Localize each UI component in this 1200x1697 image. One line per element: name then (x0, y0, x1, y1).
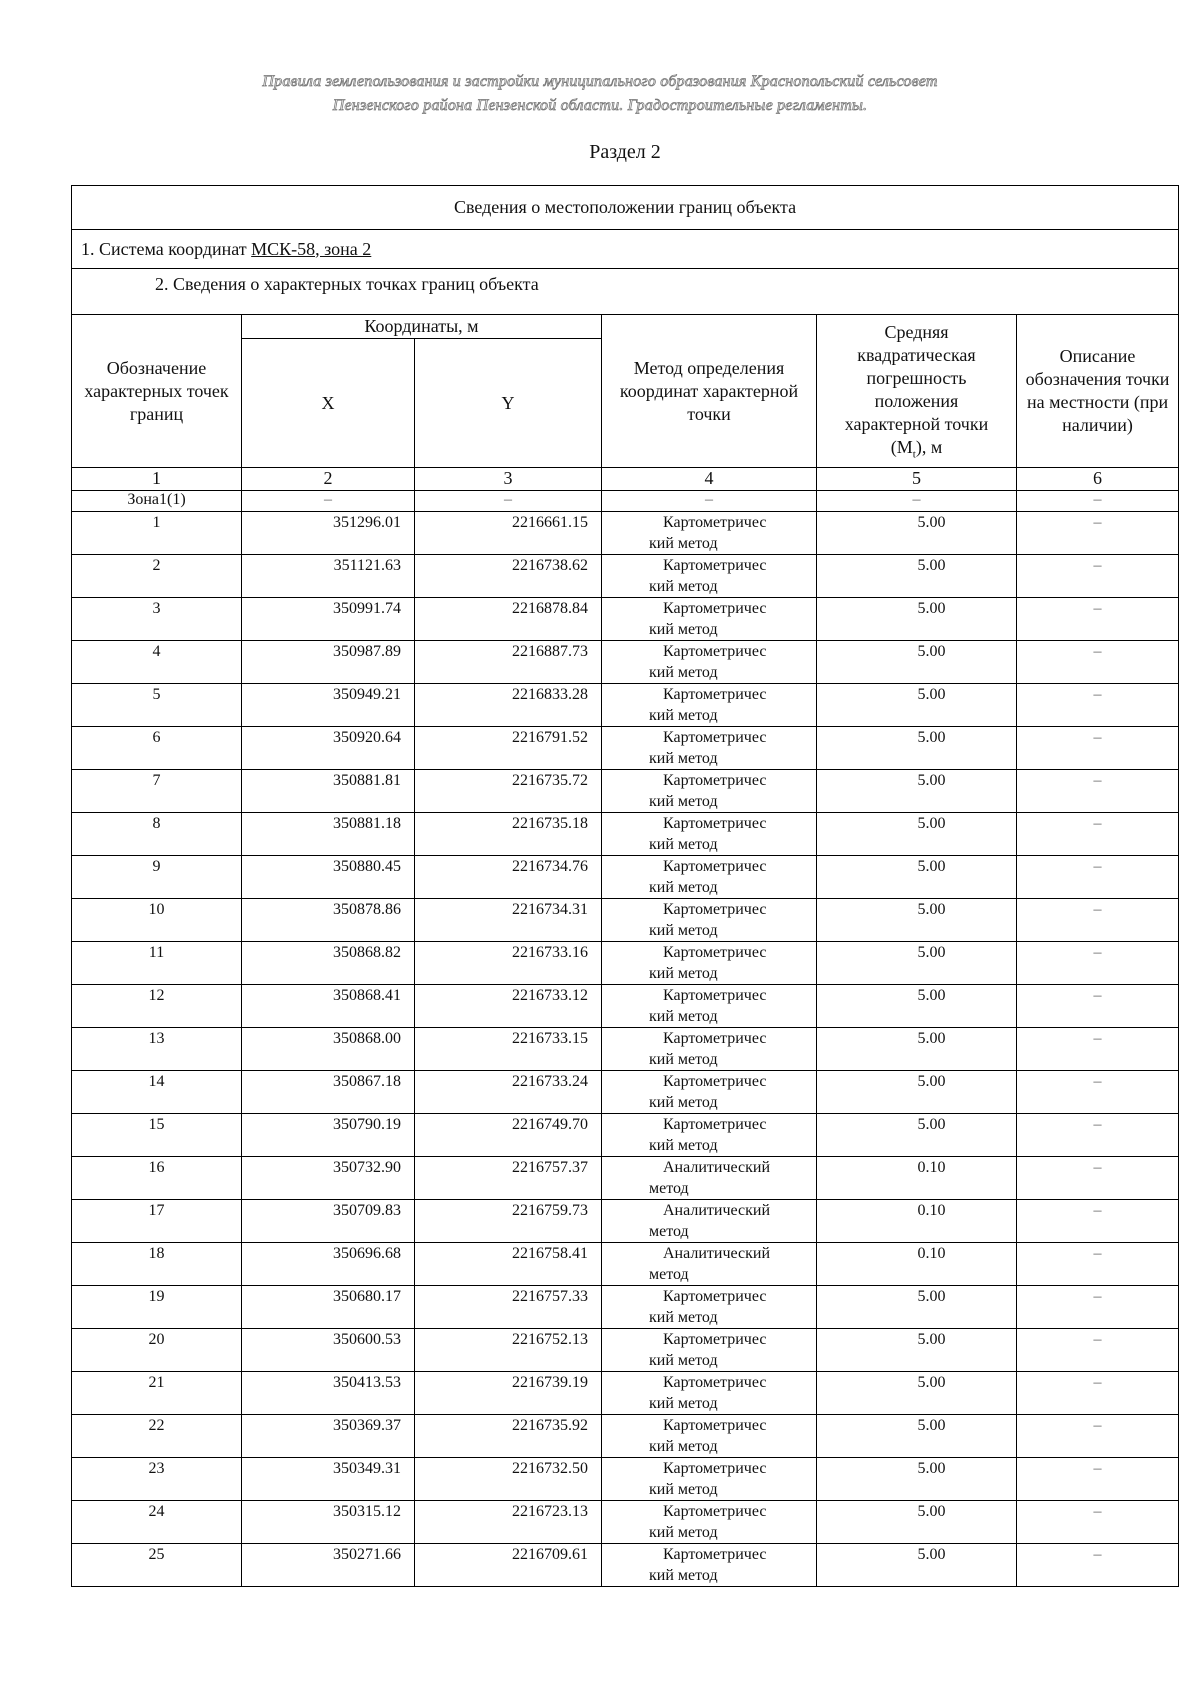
coord-y: 2216878.84 (415, 598, 602, 641)
table-row (72, 1329, 1179, 1372)
coord-y: 2216733.24 (415, 1071, 602, 1114)
error-value: 5.00 (817, 641, 1017, 684)
point-number: 18 (72, 1243, 242, 1286)
point-number: 16 (72, 1157, 242, 1200)
method-line-1: Картометричес (663, 557, 767, 574)
method-line-1: Картометричес (663, 1503, 767, 1520)
method-line-1: Картометричес (663, 686, 767, 703)
coord-y: 2216661.15 (415, 512, 602, 555)
method-text (649, 1200, 769, 1242)
error-value: 5.00 (817, 1458, 1017, 1501)
method-line-1: Картометричес (663, 1030, 767, 1047)
method-text (649, 641, 769, 683)
running-header-line-1: Правила землепользования и застройки муниципального образования Краснопольский сельсовет (262, 73, 938, 90)
description-value: – (1017, 856, 1179, 899)
point-number: 4 (72, 641, 242, 684)
method-text (649, 813, 769, 855)
error-value: 5.00 (817, 1114, 1017, 1157)
point-number: 3 (72, 598, 242, 641)
table-row (72, 684, 1179, 727)
coord-x: 350878.86 (242, 899, 415, 942)
error-value: 5.00 (817, 1028, 1017, 1071)
method-line-2: кий метод (649, 922, 718, 939)
error-value: 5.00 (817, 813, 1017, 856)
method-cell (602, 899, 817, 942)
coord-y: 2216735.72 (415, 770, 602, 813)
method-text (649, 899, 769, 941)
column-number: 6 (1017, 468, 1179, 491)
method-text (649, 985, 769, 1027)
description-value: – (1017, 727, 1179, 770)
method-line-2: кий метод (649, 1352, 718, 1369)
column-number: 5 (817, 468, 1017, 491)
error-value: 5.00 (817, 1544, 1017, 1587)
description-value: – (1017, 1329, 1179, 1372)
method-line-1: Картометричес (663, 858, 767, 875)
description-value: – (1017, 1372, 1179, 1415)
method-line-1: Картометричес (663, 772, 767, 789)
table-row (72, 1415, 1179, 1458)
table-row (72, 1243, 1179, 1286)
coord-x: 350680.17 (242, 1286, 415, 1329)
description-value: – (1017, 1157, 1179, 1200)
method-text (649, 1028, 769, 1070)
table-row (72, 1071, 1179, 1114)
method-line-2: кий метод (649, 1137, 718, 1154)
header-y: Y (415, 339, 602, 468)
error-value: 0.10 (817, 1243, 1017, 1286)
coord-x: 350920.64 (242, 727, 415, 770)
error-value: 5.00 (817, 555, 1017, 598)
coordinate-system-row (72, 230, 1179, 269)
method-line-1: Картометричес (663, 901, 767, 918)
coord-x: 350600.53 (242, 1329, 415, 1372)
header-error (817, 315, 1017, 468)
error-value: 5.00 (817, 856, 1017, 899)
table-row (72, 813, 1179, 856)
method-line-1: Картометричес (663, 600, 767, 617)
description-value: – (1017, 770, 1179, 813)
column-number: 1 (72, 468, 242, 491)
coordinate-system-value: МСК-58, зона 2 (251, 238, 372, 259)
coord-y: 2216735.92 (415, 1415, 602, 1458)
point-number: 21 (72, 1372, 242, 1415)
method-text (649, 598, 769, 640)
coord-x: 351296.01 (242, 512, 415, 555)
coord-x: 350709.83 (242, 1200, 415, 1243)
method-line-2: метод (649, 1266, 689, 1283)
point-number: 22 (72, 1415, 242, 1458)
error-value: 5.00 (817, 1071, 1017, 1114)
description-value: – (1017, 1114, 1179, 1157)
method-line-2: метод (649, 1223, 689, 1240)
description-value: – (1017, 942, 1179, 985)
table-row (72, 727, 1179, 770)
coord-y: 2216739.19 (415, 1372, 602, 1415)
coord-x: 350315.12 (242, 1501, 415, 1544)
method-cell (602, 641, 817, 684)
table-row (72, 1544, 1179, 1587)
method-text (649, 1501, 769, 1543)
table-row (72, 1501, 1179, 1544)
point-number: 20 (72, 1329, 242, 1372)
method-line-2: кий метод (649, 836, 718, 853)
point-number: 17 (72, 1200, 242, 1243)
section-title: Раздел 2 (589, 141, 661, 163)
method-line-1: Картометричес (663, 1417, 767, 1434)
coord-x: 350949.21 (242, 684, 415, 727)
coord-y: 2216757.33 (415, 1286, 602, 1329)
table-row (72, 598, 1179, 641)
method-line-2: кий метод (649, 621, 718, 638)
coord-y: 2216723.13 (415, 1501, 602, 1544)
coord-y: 2216791.52 (415, 727, 602, 770)
description-value: – (1017, 1286, 1179, 1329)
table-row (72, 1028, 1179, 1071)
description-value: – (1017, 1501, 1179, 1544)
description-value: – (1017, 641, 1179, 684)
method-cell (602, 512, 817, 555)
coord-x: 350868.82 (242, 942, 415, 985)
coord-x: 350732.90 (242, 1157, 415, 1200)
point-number: 1 (72, 512, 242, 555)
zone-dash: – (242, 491, 415, 512)
coord-y: 2216709.61 (415, 1544, 602, 1587)
method-text (649, 1415, 769, 1457)
method-text (649, 1544, 769, 1586)
method-cell (602, 813, 817, 856)
table-row (72, 1372, 1179, 1415)
method-cell (602, 1114, 817, 1157)
zone-row (72, 491, 1179, 512)
method-line-1: Картометричес (663, 643, 767, 660)
header-coordinates: Координаты, м (242, 315, 602, 339)
coord-x: 350271.66 (242, 1544, 415, 1587)
method-cell (602, 985, 817, 1028)
point-number: 15 (72, 1114, 242, 1157)
point-number: 11 (72, 942, 242, 985)
method-line-2: кий метод (649, 1481, 718, 1498)
method-line-2: кий метод (649, 1309, 718, 1326)
table-row (72, 512, 1179, 555)
description-value: – (1017, 1243, 1179, 1286)
point-number: 25 (72, 1544, 242, 1587)
document-running-header (150, 70, 1050, 118)
running-header-line-2: Пензенского района Пензенской области. Градостроительные регламенты. (332, 97, 868, 114)
method-text (649, 770, 769, 812)
coord-y: 2216757.37 (415, 1157, 602, 1200)
table-caption: Сведения о местоположении границ объекта (72, 186, 1179, 230)
point-number: 9 (72, 856, 242, 899)
method-text (649, 942, 769, 984)
method-cell (602, 942, 817, 985)
coord-y: 2216735.18 (415, 813, 602, 856)
method-line-2: кий метод (649, 879, 718, 896)
description-value: – (1017, 1200, 1179, 1243)
method-line-2: кий метод (649, 750, 718, 767)
table-row (72, 1286, 1179, 1329)
method-cell (602, 1329, 817, 1372)
method-line-2: кий метод (649, 1567, 718, 1584)
method-line-1: Картометричес (663, 1546, 767, 1563)
description-value: – (1017, 985, 1179, 1028)
point-number: 8 (72, 813, 242, 856)
method-text (649, 512, 769, 554)
table-row (72, 856, 1179, 899)
method-cell (602, 1071, 817, 1114)
column-numbers-row (72, 468, 1179, 491)
header-error-unit: ), м (915, 437, 943, 457)
header-x: X (242, 339, 415, 468)
zone-label: Зона1(1) (72, 491, 242, 512)
description-value: – (1017, 813, 1179, 856)
method-cell (602, 1458, 817, 1501)
method-cell (602, 1200, 817, 1243)
coord-y: 2216887.73 (415, 641, 602, 684)
coord-y: 2216833.28 (415, 684, 602, 727)
point-number: 13 (72, 1028, 242, 1071)
description-value: – (1017, 1458, 1179, 1501)
method-line-1: Аналитический (663, 1202, 771, 1219)
method-line-2: кий метод (649, 1051, 718, 1068)
method-line-2: кий метод (649, 1438, 718, 1455)
error-value: 0.10 (817, 1200, 1017, 1243)
method-text (649, 727, 769, 769)
description-value: – (1017, 1415, 1179, 1458)
coord-x: 350991.74 (242, 598, 415, 641)
error-value: 5.00 (817, 1501, 1017, 1544)
coord-x: 350867.18 (242, 1071, 415, 1114)
coord-y: 2216758.41 (415, 1243, 602, 1286)
point-number: 12 (72, 985, 242, 1028)
error-value: 5.00 (817, 1286, 1017, 1329)
method-line-2: кий метод (649, 1395, 718, 1412)
table-row (72, 555, 1179, 598)
error-value: 5.00 (817, 942, 1017, 985)
header-designation: Обозначение характерных точек границ (72, 315, 242, 468)
description-value: – (1017, 512, 1179, 555)
coord-y: 2216734.31 (415, 899, 602, 942)
method-cell (602, 555, 817, 598)
method-cell (602, 727, 817, 770)
method-text (649, 1458, 769, 1500)
point-number: 7 (72, 770, 242, 813)
method-text (649, 856, 769, 898)
column-number: 2 (242, 468, 415, 491)
point-number: 2 (72, 555, 242, 598)
method-text (649, 1372, 769, 1414)
table-row (72, 1458, 1179, 1501)
description-value: – (1017, 684, 1179, 727)
point-number: 14 (72, 1071, 242, 1114)
method-text (649, 684, 769, 726)
method-line-2: кий метод (649, 1524, 718, 1541)
coord-y: 2216759.73 (415, 1200, 602, 1243)
method-text (649, 1157, 769, 1199)
table-row (72, 1114, 1179, 1157)
error-value: 5.00 (817, 1372, 1017, 1415)
method-cell (602, 1157, 817, 1200)
coordinate-system-label: 1. Система координат (81, 238, 252, 259)
error-value: 5.00 (817, 512, 1017, 555)
error-value: 5.00 (817, 985, 1017, 1028)
description-value: – (1017, 1028, 1179, 1071)
point-number: 24 (72, 1501, 242, 1544)
method-cell (602, 1501, 817, 1544)
method-text (649, 1243, 769, 1285)
zone-dash: – (817, 491, 1017, 512)
method-text (649, 555, 769, 597)
description-value: – (1017, 598, 1179, 641)
coord-x: 350790.19 (242, 1114, 415, 1157)
method-line-2: кий метод (649, 578, 718, 595)
points-section-title: 2. Сведения о характерных точках границ объекта (72, 269, 1179, 315)
coord-y: 2216732.50 (415, 1458, 602, 1501)
method-text (649, 1286, 769, 1328)
coord-x: 351121.63 (242, 555, 415, 598)
coord-x: 350987.89 (242, 641, 415, 684)
coord-y: 2216733.12 (415, 985, 602, 1028)
method-line-2: кий метод (649, 1008, 718, 1025)
point-number: 6 (72, 727, 242, 770)
description-value: – (1017, 555, 1179, 598)
point-number: 23 (72, 1458, 242, 1501)
error-value: 5.00 (817, 684, 1017, 727)
error-value: 5.00 (817, 770, 1017, 813)
table-row (72, 942, 1179, 985)
point-number: 5 (72, 684, 242, 727)
method-cell (602, 770, 817, 813)
coord-y: 2216734.76 (415, 856, 602, 899)
method-cell (602, 598, 817, 641)
method-line-1: Картометричес (663, 1116, 767, 1133)
table-row (72, 1200, 1179, 1243)
method-cell (602, 856, 817, 899)
method-line-2: кий метод (649, 793, 718, 810)
coord-y: 2216733.15 (415, 1028, 602, 1071)
method-line-2: кий метод (649, 664, 718, 681)
method-cell (602, 1286, 817, 1329)
coord-x: 350369.37 (242, 1415, 415, 1458)
error-value: 0.10 (817, 1157, 1017, 1200)
method-text (649, 1071, 769, 1113)
column-number: 3 (415, 468, 602, 491)
method-line-1: Картометричес (663, 815, 767, 832)
coord-y: 2216752.13 (415, 1329, 602, 1372)
column-number: 4 (602, 468, 817, 491)
method-text (649, 1114, 769, 1156)
boundary-points-table (71, 185, 1179, 1587)
header-method: Метод определения координат характерной точки (602, 315, 817, 468)
method-line-1: Картометричес (663, 1374, 767, 1391)
header-error-subscript: t (912, 448, 916, 461)
method-cell (602, 684, 817, 727)
zone-dash: – (415, 491, 602, 512)
table-row (72, 1157, 1179, 1200)
coord-x: 350881.81 (242, 770, 415, 813)
method-line-1: Картометричес (663, 1073, 767, 1090)
method-line-2: кий метод (649, 1094, 718, 1111)
coord-x: 350413.53 (242, 1372, 415, 1415)
method-line-1: Картометричес (663, 987, 767, 1004)
method-line-2: кий метод (649, 535, 718, 552)
method-line-1: Картометричес (663, 514, 767, 531)
method-text (649, 1329, 769, 1371)
method-line-2: кий метод (649, 707, 718, 724)
error-value: 5.00 (817, 1329, 1017, 1372)
table-row (72, 985, 1179, 1028)
method-line-1: Картометричес (663, 1331, 767, 1348)
error-value: 5.00 (817, 899, 1017, 942)
method-line-1: Картометричес (663, 729, 767, 746)
header-description: Описание обозначения точки на местности (при наличии) (1017, 315, 1179, 468)
header-error-text: Средняя квадратическая погрешность положения характерной точки (M (844, 322, 989, 457)
error-value: 5.00 (817, 598, 1017, 641)
method-line-1: Картометричес (663, 1288, 767, 1305)
zone-dash: – (602, 491, 817, 512)
coord-x: 350349.31 (242, 1458, 415, 1501)
error-value: 5.00 (817, 727, 1017, 770)
method-line-1: Картометричес (663, 1460, 767, 1477)
coord-x: 350696.68 (242, 1243, 415, 1286)
description-value: – (1017, 899, 1179, 942)
method-cell (602, 1544, 817, 1587)
coord-x: 350868.41 (242, 985, 415, 1028)
method-line-2: метод (649, 1180, 689, 1197)
method-line-1: Картометричес (663, 944, 767, 961)
table-row (72, 899, 1179, 942)
method-cell (602, 1415, 817, 1458)
point-number: 10 (72, 899, 242, 942)
table-row (72, 641, 1179, 684)
method-cell (602, 1372, 817, 1415)
description-value: – (1017, 1544, 1179, 1587)
method-cell (602, 1028, 817, 1071)
coord-x: 350868.00 (242, 1028, 415, 1071)
method-line-2: кий метод (649, 965, 718, 982)
method-line-1: Аналитический (663, 1245, 771, 1262)
coord-y: 2216749.70 (415, 1114, 602, 1157)
zone-dash: – (1017, 491, 1179, 512)
point-number: 19 (72, 1286, 242, 1329)
method-cell (602, 1243, 817, 1286)
method-line-1: Аналитический (663, 1159, 771, 1176)
error-value: 5.00 (817, 1415, 1017, 1458)
coord-y: 2216738.62 (415, 555, 602, 598)
description-value: – (1017, 1071, 1179, 1114)
table-row (72, 770, 1179, 813)
coord-x: 350881.18 (242, 813, 415, 856)
coord-x: 350880.45 (242, 856, 415, 899)
coord-y: 2216733.16 (415, 942, 602, 985)
